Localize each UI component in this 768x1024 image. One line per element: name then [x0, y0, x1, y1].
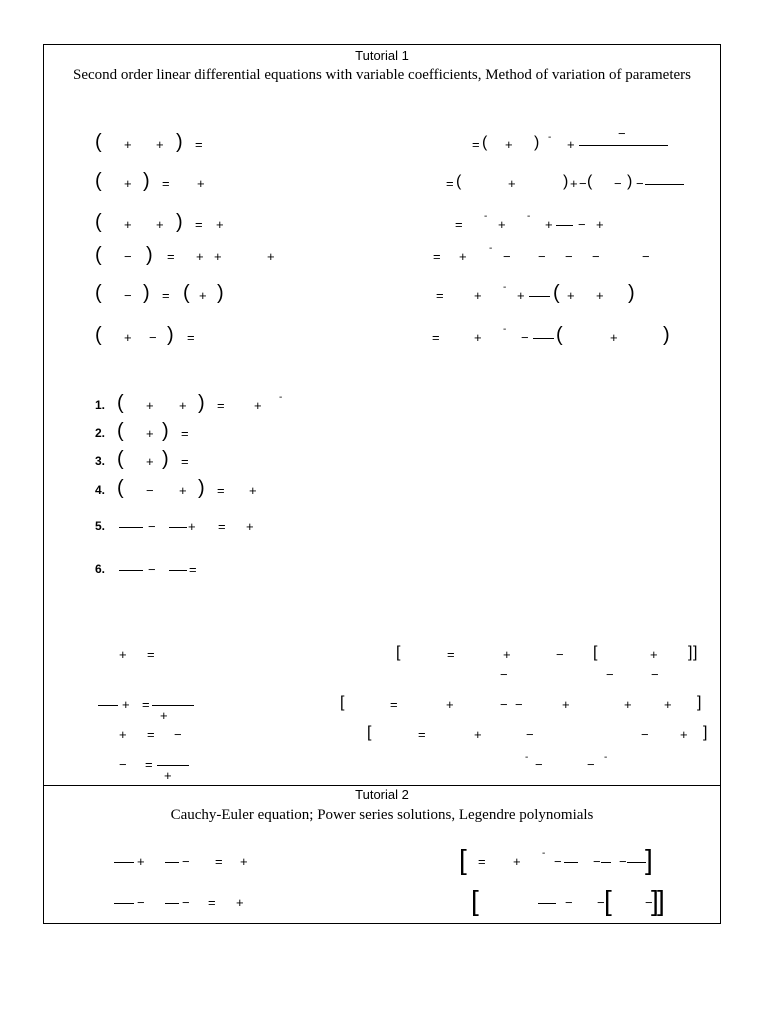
fraction-bar — [564, 862, 578, 863]
plus-sign: + — [513, 854, 521, 869]
plus-sign: + — [164, 768, 172, 783]
plus-sign: + — [567, 288, 575, 303]
bracket-open: [ — [604, 885, 612, 916]
minus-sign: − — [636, 176, 644, 191]
plus-sign: + — [146, 454, 154, 469]
plus-sign: + — [216, 217, 224, 232]
minus-sign: − — [619, 854, 627, 869]
plus-sign: + — [570, 176, 578, 191]
problem-number: 3. — [95, 454, 106, 468]
plus-sign: + — [122, 697, 130, 712]
plus-sign: + — [240, 854, 248, 869]
equals-sign: = — [418, 727, 426, 742]
plus-sign: + — [680, 727, 688, 742]
plus-sign: + — [196, 249, 204, 264]
plus-sign: + — [254, 398, 262, 413]
fraction-bar — [152, 705, 194, 706]
plus-sign: + — [160, 708, 168, 723]
tutorial-1-title: Second order linear differential equations with variable coefficients, Method of variation of parameters — [73, 67, 691, 83]
plus-sign: + — [664, 697, 672, 712]
paren-open: ( — [95, 211, 102, 233]
plus-sign: + — [137, 854, 145, 869]
paren-open: ( — [95, 282, 102, 304]
minus-sign: − — [554, 854, 562, 869]
bracket-close: ] — [688, 644, 693, 661]
bracket-close: ] — [693, 644, 698, 661]
fraction-bar — [119, 570, 143, 571]
fraction-bar — [169, 527, 187, 528]
plus-sign: + — [545, 217, 553, 232]
paren-open: ( — [183, 282, 190, 304]
plus-sign: + — [119, 647, 127, 662]
equals-sign: = — [478, 854, 486, 869]
bracket-close: ] — [703, 724, 708, 741]
plus-sign: + — [503, 647, 511, 662]
minus-sign: − — [556, 647, 564, 662]
tutorial-2-label: Tutorial 2 — [355, 787, 409, 802]
paren-open: ( — [117, 420, 124, 442]
fraction-bar — [579, 145, 668, 146]
plus-sign: + — [459, 249, 467, 264]
minus-sign: − — [651, 667, 659, 682]
minus-sign: − — [182, 854, 190, 869]
plus-sign: + — [446, 697, 454, 712]
fraction-bar — [645, 184, 684, 185]
minus-sign: − — [500, 697, 508, 712]
paren-open: ( — [95, 324, 102, 346]
equals-sign: = — [147, 727, 155, 742]
plus-sign: + — [596, 217, 604, 232]
fraction-bar — [165, 903, 179, 904]
superscript-minus: - — [489, 243, 493, 254]
problem-number: 1. — [95, 398, 106, 412]
superscript-minus: - — [525, 752, 529, 763]
equals-sign: = — [472, 137, 480, 152]
minus-sign: − — [119, 757, 127, 772]
paren-close: ) — [663, 324, 670, 346]
minus-sign: − — [515, 697, 523, 712]
plus-sign: + — [596, 288, 604, 303]
paren-close: ) — [628, 282, 635, 304]
equals-sign: = — [217, 398, 225, 413]
plus-sign: + — [624, 697, 632, 712]
bracket-open: [ — [471, 885, 479, 916]
minus-sign: − — [592, 249, 600, 264]
plus-sign: + — [188, 519, 196, 534]
plus-sign: + — [474, 727, 482, 742]
paren-close: ) — [627, 173, 633, 190]
plus-sign: + — [650, 647, 658, 662]
equals-sign: = — [162, 176, 170, 191]
fraction-bar — [169, 570, 187, 571]
bracket-close: ] — [697, 694, 702, 711]
paren-close: ) — [176, 211, 183, 233]
paren-open: ( — [95, 131, 102, 153]
plus-sign: + — [567, 137, 575, 152]
equals-sign: = — [208, 895, 216, 910]
equals-sign: = — [447, 647, 455, 662]
plus-sign: + — [156, 137, 164, 152]
bracket-close: ] — [651, 885, 659, 916]
superscript-minus: - — [548, 132, 552, 143]
tutorial-2-title: Cauchy-Euler equation; Power series solutions, Legendre polynomials — [170, 807, 594, 823]
equals-sign: = — [181, 454, 189, 469]
paren-close: ) — [198, 477, 205, 499]
fraction-bar — [556, 225, 573, 226]
fraction-bar — [114, 862, 134, 863]
plus-sign: + — [146, 426, 154, 441]
paren-close: ) — [534, 134, 540, 151]
plus-sign: + — [474, 330, 482, 345]
plus-sign: + — [267, 249, 275, 264]
plus-sign: + — [246, 519, 254, 534]
fraction-bar — [119, 527, 143, 528]
minus-sign: − — [148, 562, 156, 577]
equals-sign: = — [145, 757, 153, 772]
superscript-minus: - — [527, 211, 531, 222]
plus-sign: + — [124, 217, 132, 232]
paren-open: ( — [95, 170, 102, 192]
minus-sign: − — [593, 854, 601, 869]
superscript-minus: - — [503, 282, 507, 293]
minus-sign: − — [645, 895, 653, 910]
minus-sign: − — [578, 217, 586, 232]
equals-sign: = — [436, 288, 444, 303]
minus-sign: − — [148, 519, 156, 534]
superscript-minus: - — [279, 392, 283, 403]
paren-close: ) — [162, 420, 169, 442]
bracket-open: [ — [459, 844, 467, 875]
plus-sign: + — [124, 176, 132, 191]
minus-sign: − — [526, 727, 534, 742]
equals-sign: = — [195, 137, 203, 152]
equals-sign: = — [142, 697, 150, 712]
paren-close: ) — [162, 448, 169, 470]
minus-sign: − — [174, 727, 182, 742]
equals-sign: = — [167, 249, 175, 264]
paren-open: ( — [117, 392, 124, 414]
plus-sign: + — [508, 176, 516, 191]
equals-sign: = — [162, 288, 170, 303]
plus-sign: + — [119, 727, 127, 742]
paren-close: ) — [198, 392, 205, 414]
equals-sign: = — [446, 176, 454, 191]
equals-sign: = — [218, 519, 226, 534]
equals-sign: = — [147, 647, 155, 662]
minus-sign: − — [618, 126, 626, 141]
minus-sign: − — [124, 288, 132, 303]
plus-sign: + — [199, 288, 207, 303]
paren-close: ) — [167, 324, 174, 346]
bracket-open: [ — [593, 644, 598, 661]
plus-sign: + — [146, 398, 154, 413]
paren-open: ( — [556, 324, 563, 346]
equals-sign: = — [181, 426, 189, 441]
equals-sign: = — [217, 483, 225, 498]
fraction-bar — [157, 765, 189, 766]
fraction-bar — [627, 862, 646, 863]
equals-sign: = — [215, 854, 223, 869]
problem-number: 5. — [95, 519, 106, 533]
plus-sign: + — [474, 288, 482, 303]
bracket-close: ] — [657, 885, 665, 916]
paren-close: ) — [217, 282, 224, 304]
tutorial-1-label: Tutorial 1 — [355, 48, 409, 63]
minus-sign: − — [641, 727, 649, 742]
minus-sign: − — [521, 330, 529, 345]
minus-sign: − — [146, 483, 154, 498]
section-divider — [43, 785, 721, 786]
paren-open: ( — [482, 134, 488, 151]
plus-sign: + — [179, 398, 187, 413]
bracket-open: [ — [367, 724, 372, 741]
minus-sign: − — [182, 895, 190, 910]
fraction-bar — [165, 862, 179, 863]
minus-sign: − — [124, 249, 132, 264]
equals-sign: = — [189, 562, 197, 577]
plus-sign: + — [197, 176, 205, 191]
fraction-bar — [538, 903, 556, 904]
plus-sign: + — [236, 895, 244, 910]
minus-sign: − — [597, 895, 605, 910]
bracket-open: [ — [340, 694, 345, 711]
plus-sign: + — [124, 330, 132, 345]
paren-open: ( — [456, 173, 462, 190]
plus-sign: + — [249, 483, 257, 498]
fraction-bar — [529, 296, 550, 297]
paren-close: ) — [563, 173, 569, 190]
bracket-open: [ — [396, 644, 401, 661]
paren-close: ) — [146, 244, 153, 266]
plus-sign: + — [610, 330, 618, 345]
paren-open: ( — [95, 244, 102, 266]
equals-sign: = — [433, 249, 441, 264]
minus-sign: − — [565, 249, 573, 264]
plus-sign: + — [562, 697, 570, 712]
fraction-bar — [98, 705, 118, 706]
paren-open: ( — [587, 173, 593, 190]
plus-sign: + — [517, 288, 525, 303]
minus-sign: − — [503, 249, 511, 264]
problem-number: 4. — [95, 483, 106, 497]
plus-sign: + — [124, 137, 132, 152]
minus-sign: − — [579, 176, 587, 191]
fraction-bar — [601, 862, 611, 863]
paren-open: ( — [117, 477, 124, 499]
problem-number: 2. — [95, 426, 106, 440]
superscript-minus: - — [542, 848, 546, 859]
plus-sign: + — [498, 217, 506, 232]
superscript-minus: - — [484, 211, 488, 222]
plus-sign: + — [214, 249, 222, 264]
paren-close: ) — [143, 282, 150, 304]
paren-close: ) — [176, 131, 183, 153]
paren-open: ( — [117, 448, 124, 470]
equals-sign: = — [432, 330, 440, 345]
equals-sign: = — [195, 217, 203, 232]
minus-sign: − — [538, 249, 546, 264]
minus-sign: − — [149, 330, 157, 345]
minus-sign: − — [500, 667, 508, 682]
minus-sign: − — [587, 757, 595, 772]
minus-sign: − — [535, 757, 543, 772]
problem-number: 6. — [95, 562, 106, 576]
minus-sign: − — [642, 249, 650, 264]
plus-sign: + — [179, 483, 187, 498]
plus-sign: + — [156, 217, 164, 232]
equals-sign: = — [187, 330, 195, 345]
paren-close: ) — [143, 170, 150, 192]
equals-sign: = — [390, 697, 398, 712]
minus-sign: − — [606, 667, 614, 682]
minus-sign: − — [137, 895, 145, 910]
fraction-bar — [533, 338, 554, 339]
plus-sign: + — [505, 137, 513, 152]
superscript-minus: - — [503, 324, 507, 335]
minus-sign: − — [614, 176, 622, 191]
equals-sign: = — [455, 217, 463, 232]
paren-open: ( — [553, 282, 560, 304]
minus-sign: − — [565, 895, 573, 910]
superscript-minus: - — [604, 752, 608, 763]
fraction-bar — [114, 903, 134, 904]
bracket-close: ] — [645, 844, 653, 875]
